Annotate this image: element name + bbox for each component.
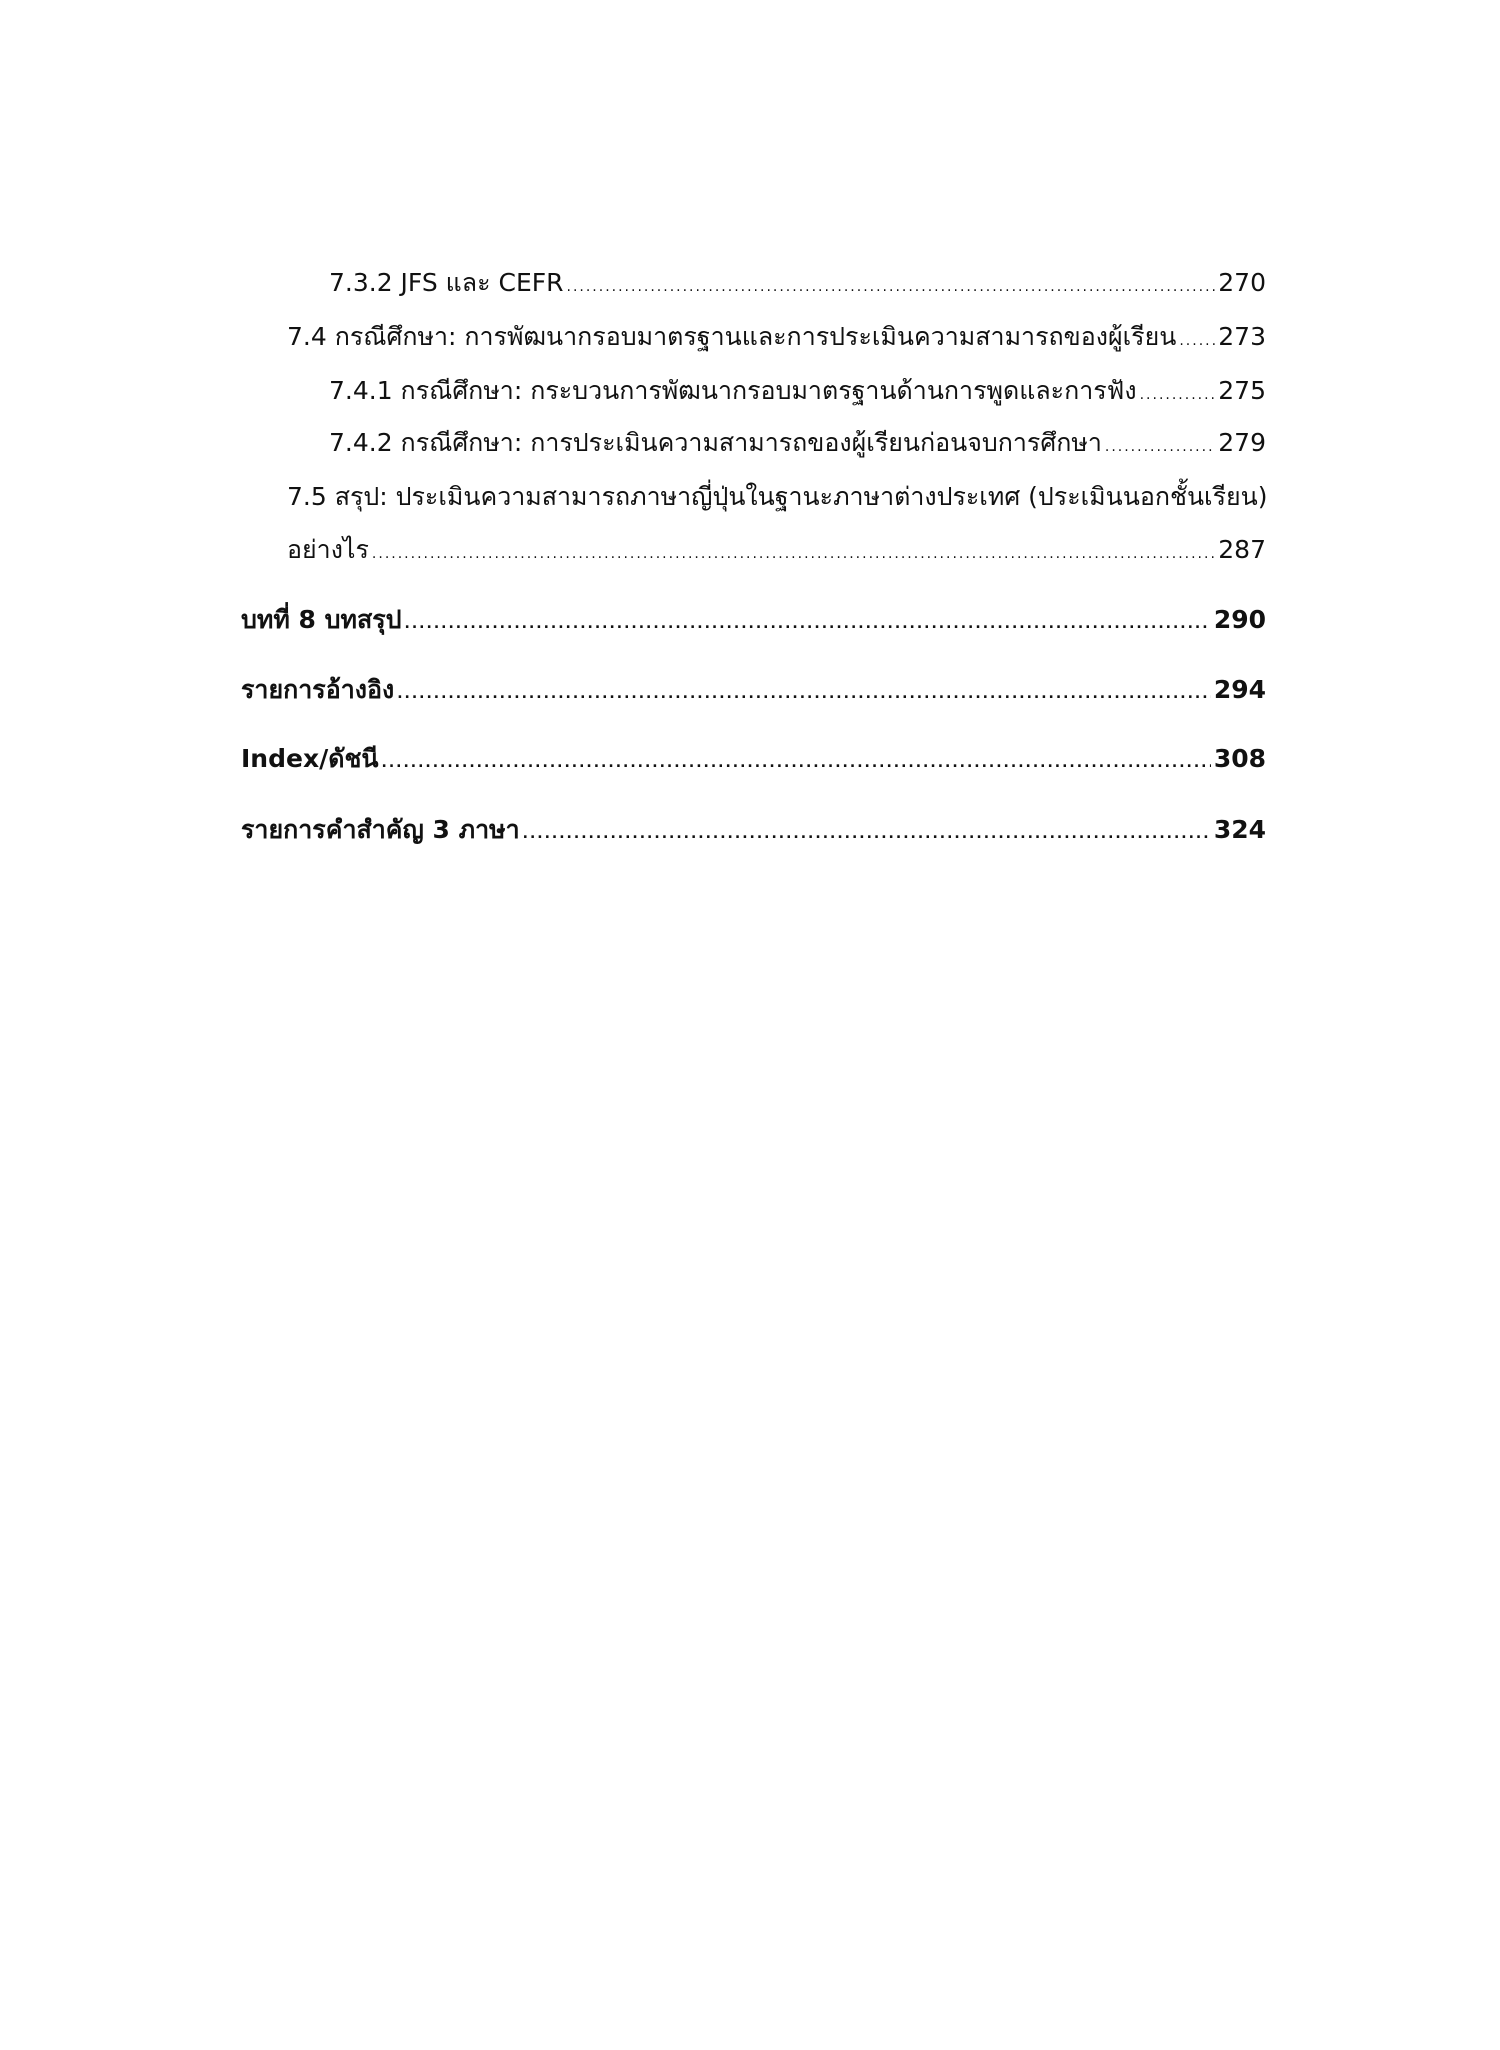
dot-leader <box>1179 324 1215 358</box>
toc-entry-label: Index/ดัชนี <box>241 744 379 773</box>
dot-leader <box>397 677 1211 711</box>
toc-entry-glossary[interactable] <box>241 813 1266 851</box>
toc-entry-page: 308 <box>1213 744 1266 773</box>
toc-entry-7-5[interactable] <box>287 533 1266 571</box>
toc-entry-7-4-2[interactable] <box>329 426 1266 464</box>
toc-entry-page: 290 <box>1213 605 1266 634</box>
toc-entry-label: 7.4 กรณีศึกษา: การพัฒนากรอบมาตรฐานและการประเมินความสามารถของผู้เรียน <box>287 322 1177 351</box>
toc-entry-references[interactable] <box>241 673 1266 711</box>
toc-entry-index[interactable] <box>241 742 1266 780</box>
toc-entry-page: 324 <box>1213 815 1266 844</box>
dot-leader <box>382 746 1211 780</box>
toc-entry-page: 270 <box>1218 268 1266 297</box>
toc-entry-label: รายการอ้างอิง <box>241 675 395 704</box>
dot-leader <box>405 607 1211 641</box>
dot-leader <box>523 817 1211 851</box>
toc-entry-7-5-line1[interactable]: 7.5 สรุป: ประเมินความสามารถภาษาญี่ปุ่นในฐานะภาษาต่างประเทศ (ประเมินนอกชั้นเรียน) <box>287 482 1268 511</box>
dot-leader <box>1105 430 1215 464</box>
toc-entry-label: อย่างไร <box>287 535 369 564</box>
toc-entry-page: 294 <box>1213 675 1266 704</box>
toc-entry-7-4-1[interactable] <box>329 374 1266 412</box>
toc-entry-label: 7.3.2 JFS และ CEFR <box>329 268 564 297</box>
toc-entry-page: 279 <box>1218 428 1266 457</box>
dot-leader <box>1140 378 1216 412</box>
dot-leader <box>372 537 1215 571</box>
toc-entry-label: 7.4.1 กรณีศึกษา: กระบวนการพัฒนากรอบมาตรฐานด้านการพูดและการฟัง <box>329 376 1137 405</box>
toc-entry-label: บทที่ 8 บทสรุป <box>241 605 402 634</box>
toc-entry-label: รายการคำสำคัญ 3 ภาษา <box>241 815 520 844</box>
toc-entry-page: 275 <box>1218 376 1266 405</box>
toc-entry-chapter-8[interactable] <box>241 603 1266 641</box>
toc-entry-7-3-2[interactable] <box>329 266 1266 304</box>
toc-entry-page: 287 <box>1218 535 1266 564</box>
toc-entry-label: 7.4.2 กรณีศึกษา: การประเมินความสามารถของผู้เรียนก่อนจบการศึกษา <box>329 428 1102 457</box>
dot-leader <box>567 270 1216 304</box>
toc-entry-7-4[interactable] <box>287 320 1266 358</box>
toc-entry-page: 273 <box>1218 322 1266 351</box>
